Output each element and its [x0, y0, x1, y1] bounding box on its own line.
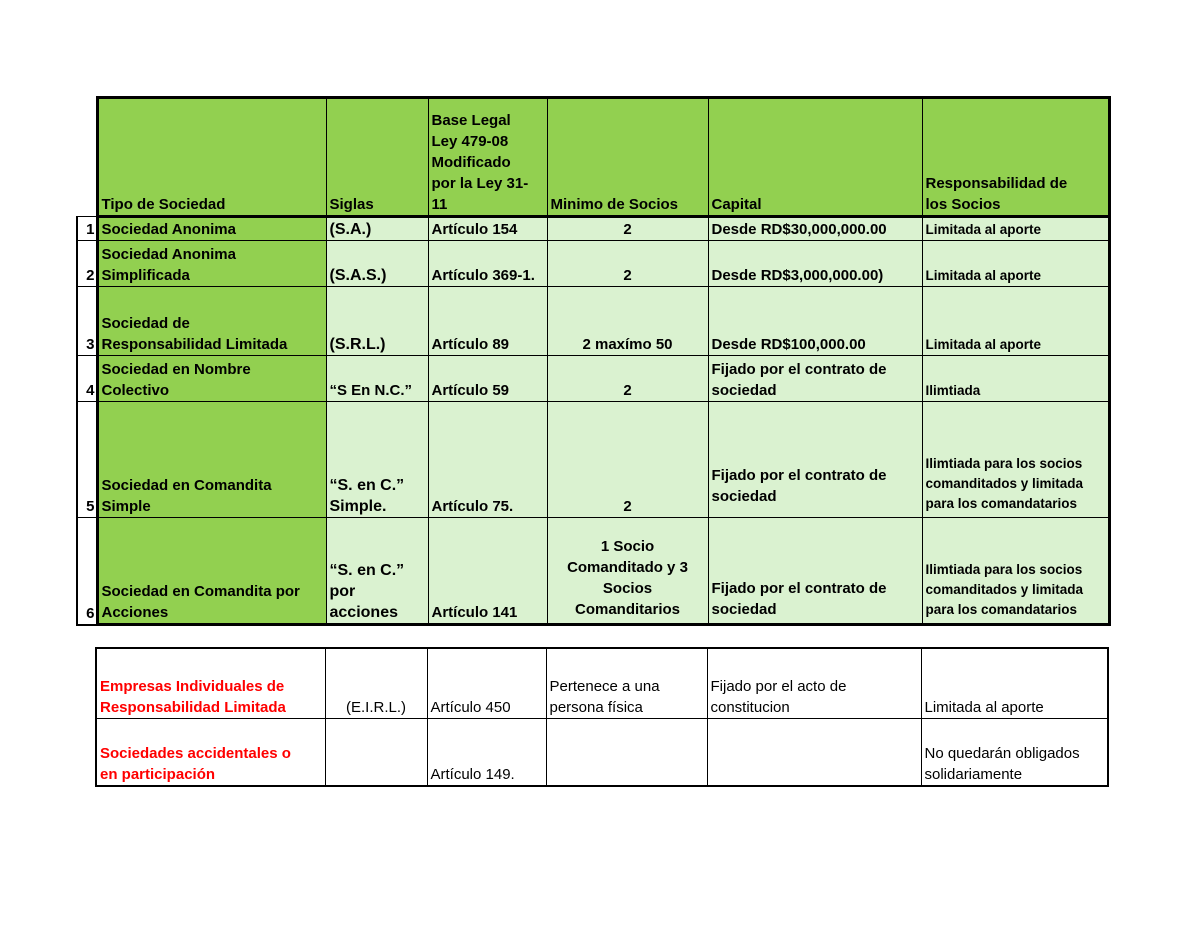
row-number: 2 — [77, 241, 97, 287]
responsabilidad-cell: Ilimtiada — [922, 356, 1109, 402]
tipo-line: Sociedad en Nombre — [101, 361, 251, 378]
minimo-cell: 2 maxímo 50 — [547, 287, 708, 356]
base-legal-cell: Artículo 141 — [428, 518, 547, 625]
tipo-line: Empresas Individuales de — [100, 677, 285, 695]
tipo-cell: Sociedad Anonima — [97, 217, 326, 241]
siglas-cell: “S En N.C.” — [326, 356, 428, 402]
responsabilidad-line: comanditados y limitada — [925, 476, 1084, 491]
tipo-cell — [96, 648, 325, 718]
capital-line: sociedad — [711, 601, 777, 618]
minimo-cell — [547, 518, 708, 625]
capital-line: Fijado por el acto de — [710, 677, 847, 695]
tipo-line: Simple — [101, 498, 151, 515]
base-legal-cell: Artículo 450 — [427, 648, 546, 718]
minimo-line: Socios — [602, 580, 653, 597]
minimo-line: Comanditarios — [574, 601, 680, 618]
responsabilidad-line: No quedarán obligados — [924, 745, 1080, 762]
header-responsabilidad — [922, 98, 1109, 217]
responsabilidad-line: comanditados y limitada — [925, 582, 1084, 597]
siglas-cell: (S.A.S.) — [326, 241, 428, 287]
capital-cell — [707, 718, 921, 786]
capital-line: sociedad — [711, 382, 777, 399]
capital-cell — [708, 518, 922, 625]
tipo-line: en participación — [100, 766, 216, 783]
responsabilidad-line: solidariamente — [924, 766, 1023, 783]
row-number: 4 — [77, 356, 97, 402]
capital-line: constitucion — [710, 698, 790, 716]
responsabilidad-cell: Limitada al aporte — [922, 287, 1109, 356]
header-base-legal-line: Base Legal — [431, 112, 511, 129]
header-base-legal-line: por la Ley 31- — [431, 175, 529, 192]
responsabilidad-cell: Limitada al aporte — [922, 217, 1109, 241]
capital-cell — [708, 402, 922, 518]
table-row — [77, 356, 1109, 402]
header-responsabilidad-line: los Socios — [925, 196, 1001, 213]
responsabilidad-cell — [922, 402, 1109, 518]
siglas-line: “S. en C.” — [329, 477, 405, 494]
base-legal-cell: Artículo 75. — [428, 402, 547, 518]
header-base-legal-line: Modificado — [431, 154, 511, 171]
siglas-line: acciones — [329, 604, 398, 621]
minimo-cell — [546, 648, 707, 718]
tipo-cell — [97, 287, 326, 356]
minimo-cell: 2 — [547, 241, 708, 287]
responsabilidad-line: para los comandatarios — [925, 496, 1078, 511]
table-row — [77, 217, 1109, 241]
header-responsabilidad-line: Responsabilidad de — [925, 175, 1068, 192]
siglas-line: por — [329, 583, 356, 600]
base-legal-cell: Artículo 59 — [428, 356, 547, 402]
header-base-legal-line: 11 — [431, 196, 448, 213]
siglas-cell: (S.A.) — [326, 217, 428, 241]
tipo-line: Responsabilidad Limitada — [100, 698, 286, 716]
siglas-cell: (S.R.L.) — [326, 287, 428, 356]
table-row — [77, 402, 1109, 518]
minimo-line: 1 Socio — [600, 538, 655, 555]
tipo-line: Sociedad en Comandita por — [101, 583, 300, 600]
header-capital: Capital — [708, 98, 922, 217]
capital-line: Fijado por el contrato de — [711, 361, 887, 378]
table-row — [96, 718, 1108, 786]
siglas-cell — [326, 402, 428, 518]
minimo-line: Pertenece a una — [549, 677, 660, 695]
minimo-cell: 2 — [547, 402, 708, 518]
base-legal-cell: Artículo 89 — [428, 287, 547, 356]
row-number: 3 — [77, 287, 97, 356]
capital-cell: Desde RD$100,000.00 — [708, 287, 922, 356]
row-number: 5 — [77, 402, 97, 518]
siglas-cell: (E.I.R.L.) — [325, 648, 427, 718]
row-number: 6 — [77, 518, 97, 625]
tipo-cell — [97, 518, 326, 625]
siglas-line: Simple. — [329, 498, 387, 515]
otras-empresas-table — [95, 647, 1109, 787]
capital-line: Fijado por el contrato de — [711, 467, 887, 484]
tipo-line: Sociedades accidentales o — [100, 745, 291, 762]
capital-cell — [707, 648, 921, 718]
siglas-cell — [325, 718, 427, 786]
header-number-spacer — [77, 98, 97, 217]
tipo-line: Simplificada — [101, 267, 190, 284]
table-row — [96, 648, 1108, 718]
tipo-line: Responsabilidad Limitada — [101, 336, 288, 353]
minimo-line: persona física — [549, 698, 643, 716]
siglas-line: “S. en C.” — [329, 562, 405, 579]
header-base-legal — [428, 98, 547, 217]
tipo-cell — [97, 241, 326, 287]
minimo-cell: 2 — [547, 356, 708, 402]
responsabilidad-cell: Limitada al aporte — [921, 648, 1108, 718]
minimo-cell — [546, 718, 707, 786]
tipo-line: Colectivo — [101, 382, 170, 399]
table-row — [77, 241, 1109, 287]
base-legal-cell: Artículo 154 — [428, 217, 547, 241]
tipo-cell — [97, 356, 326, 402]
table-row — [77, 518, 1109, 625]
sociedades-table — [76, 96, 1111, 626]
capital-line: Fijado por el contrato de — [711, 580, 887, 597]
row-number: 1 — [77, 217, 97, 241]
responsabilidad-cell — [922, 518, 1109, 625]
responsabilidad-line: para los comandatarios — [925, 602, 1078, 617]
table-row — [77, 287, 1109, 356]
capital-line: sociedad — [711, 488, 777, 505]
capital-cell — [708, 356, 922, 402]
capital-cell: Desde RD$30,000,000.00 — [708, 217, 922, 241]
responsabilidad-cell — [921, 718, 1108, 786]
minimo-line: Comanditado y 3 — [567, 559, 688, 576]
tipo-line: Acciones — [101, 604, 169, 621]
minimo-cell: 2 — [547, 217, 708, 241]
tipo-cell — [96, 718, 325, 786]
responsabilidad-line: Ilimtiada para los socios — [925, 562, 1083, 577]
base-legal-cell: Artículo 369-1. — [428, 241, 547, 287]
header-row — [77, 98, 1109, 217]
tipo-line: Sociedad en Comandita — [101, 477, 272, 494]
capital-cell: Desde RD$3,000,000.00) — [708, 241, 922, 287]
responsabilidad-line: Ilimtiada para los socios — [925, 456, 1083, 471]
tipo-line: Sociedad Anonima — [101, 246, 236, 263]
header-siglas: Siglas — [326, 98, 428, 217]
header-tipo: Tipo de Sociedad — [97, 98, 326, 217]
siglas-cell — [326, 518, 428, 625]
header-base-legal-line: Ley 479-08 — [431, 133, 509, 150]
tipo-line: Sociedad de — [101, 315, 190, 332]
tipo-cell — [97, 402, 326, 518]
header-minimo: Minimo de Socios — [547, 98, 708, 217]
base-legal-cell: Artículo 149. — [427, 718, 546, 786]
responsabilidad-cell: Limitada al aporte — [922, 241, 1109, 287]
